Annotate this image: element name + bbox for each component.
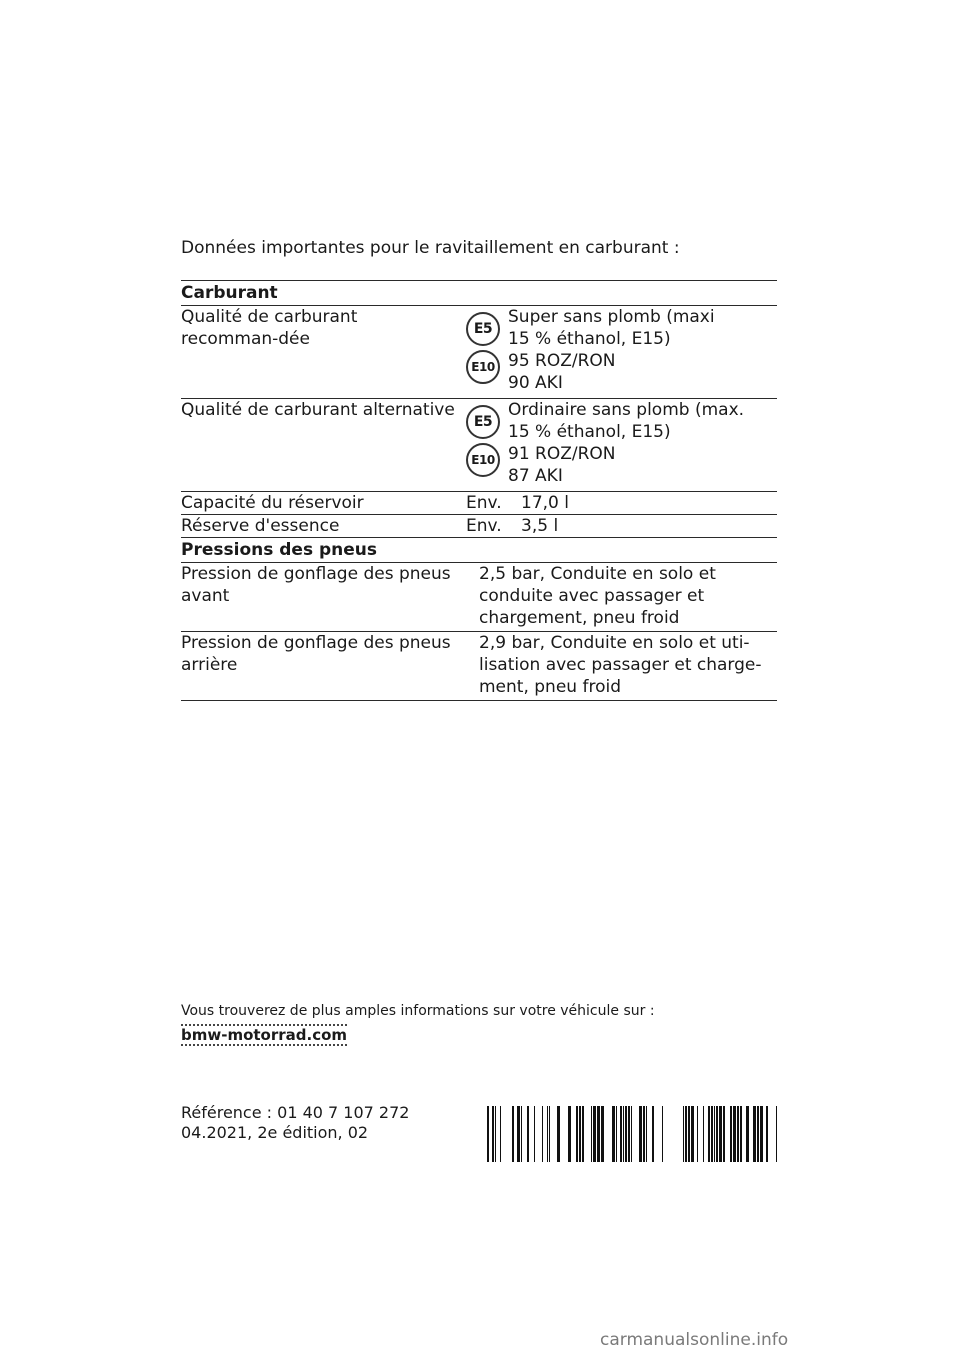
barcode-bar xyxy=(631,1106,632,1162)
barcode-bar xyxy=(492,1106,494,1162)
barcode-bar xyxy=(521,1106,522,1162)
barcode-bar xyxy=(623,1106,624,1162)
row-value: 2,5 bar, Conduite en solo et conduite avec passager et chargement, pneu froid xyxy=(479,564,716,628)
barcode-bar xyxy=(620,1106,622,1162)
row-recommended-fuel xyxy=(181,306,777,394)
row-label: Qualité de carburant recomman-dée xyxy=(181,307,358,349)
row-tank-capacity xyxy=(181,492,777,514)
barcode-bar xyxy=(542,1106,543,1162)
barcode-bar xyxy=(591,1106,592,1162)
barcode-bar xyxy=(597,1106,600,1162)
barcode-bar xyxy=(512,1106,514,1162)
fuel-line: Super sans plomb (maxi xyxy=(508,307,715,327)
barcode-bar xyxy=(616,1106,617,1162)
row-alternative-fuel xyxy=(181,399,777,487)
barcode-bar xyxy=(746,1106,749,1162)
fuel-line: 90 AKI xyxy=(508,373,563,393)
row-label: Capacité du réservoir xyxy=(181,493,364,513)
barcode-bar xyxy=(711,1106,713,1162)
approx-prefix: Env. xyxy=(466,493,502,513)
barcode-bar xyxy=(683,1106,684,1162)
barcode-bar xyxy=(646,1106,647,1162)
row-value: 3,5 l xyxy=(521,516,559,536)
barcode-bar xyxy=(579,1106,581,1162)
row-value: 17,0 l xyxy=(521,493,569,513)
barcode-bar xyxy=(766,1106,768,1162)
row-label: Qualité de carburant alternative xyxy=(181,400,455,420)
row-label: Pression de gonflage des pneus arrière xyxy=(181,633,451,675)
row-front-pressure xyxy=(181,563,777,629)
barcode-bar xyxy=(697,1106,698,1162)
barcode-bar xyxy=(688,1106,690,1162)
barcode-bar xyxy=(639,1106,642,1162)
row-fuel-reserve xyxy=(181,515,777,537)
barcode-bar xyxy=(716,1106,718,1162)
row-rear-pressure xyxy=(181,632,777,698)
fuel-line: 15 % éthanol, E15) xyxy=(508,329,671,349)
barcode-bar xyxy=(760,1106,763,1162)
e5-icon: E5 xyxy=(466,405,500,439)
barcode-bar xyxy=(733,1106,736,1162)
barcode-bar xyxy=(714,1106,715,1162)
row-label: Pression de gonflage des pneus avant xyxy=(181,564,451,606)
section-tires: Pressions des pneus xyxy=(181,540,378,560)
barcode-bar xyxy=(737,1106,739,1162)
barcode-bar xyxy=(703,1106,704,1162)
reference-number: Référence : 01 40 7 107 272 xyxy=(181,1103,410,1122)
barcode-bar xyxy=(730,1106,732,1162)
fuel-line: 95 ROZ/RON xyxy=(508,351,616,371)
fuel-line: Ordinaire sans plomb (max. xyxy=(508,400,745,420)
barcode-icon xyxy=(487,1106,777,1162)
watermark-text: carmanualsonline.info xyxy=(600,1330,789,1350)
barcode-bar xyxy=(753,1106,756,1162)
reference-block xyxy=(181,1103,409,1143)
barcode-bar xyxy=(643,1106,645,1162)
approx-prefix: Env. xyxy=(466,516,502,536)
barcode-bar xyxy=(740,1106,742,1162)
fuel-line: 15 % éthanol, E15) xyxy=(508,422,671,442)
barcode-bar xyxy=(487,1106,489,1162)
barcode-bar xyxy=(757,1106,759,1162)
info-note: Vous trouverez de plus amples informations sur votre véhicule sur : xyxy=(181,1003,655,1019)
barcode-bar xyxy=(582,1106,584,1162)
barcode-bar xyxy=(776,1106,777,1162)
barcode-bar xyxy=(612,1106,615,1162)
barcode-bar xyxy=(568,1106,571,1162)
e10-icon: E10 xyxy=(466,350,500,384)
edition-info: 04.2021, 2e édition, 02 xyxy=(181,1123,369,1142)
barcode-bar xyxy=(708,1106,710,1162)
barcode-bar xyxy=(549,1106,550,1162)
barcode-bar xyxy=(534,1106,535,1162)
fuel-line: 87 AKI xyxy=(508,466,563,486)
barcode-bar xyxy=(628,1106,630,1162)
row-label: Réserve d'essence xyxy=(181,516,340,536)
e10-icon: E10 xyxy=(466,443,500,477)
section-fuel: Carburant xyxy=(181,283,278,303)
barcode-bar xyxy=(547,1106,548,1162)
barcode-bar xyxy=(500,1106,501,1162)
e5-icon: E5 xyxy=(466,312,500,346)
row-value: 2,9 bar, Conduite en solo et uti-lisation avec passager et charge-ment, pneu froid xyxy=(479,633,762,697)
barcode-bar xyxy=(517,1106,520,1162)
barcode-bar xyxy=(593,1106,596,1162)
barcode-bar xyxy=(625,1106,627,1162)
website-link[interactable]: bmw-motorrad.com xyxy=(181,1026,348,1044)
fuel-line: 91 ROZ/RON xyxy=(508,444,616,464)
barcode-bar xyxy=(691,1106,694,1162)
barcode-bar xyxy=(719,1106,722,1162)
barcode-bar xyxy=(723,1106,725,1162)
barcode-bar xyxy=(495,1106,496,1162)
barcode-bar xyxy=(662,1106,663,1162)
barcode-bar xyxy=(685,1106,687,1162)
intro-text: Données importantes pour le ravitaillement en carburant : xyxy=(181,238,680,258)
barcode-bar xyxy=(527,1106,529,1162)
specs-table xyxy=(181,280,777,701)
barcode-bar xyxy=(576,1106,578,1162)
barcode-bar xyxy=(652,1106,654,1162)
barcode-bar xyxy=(601,1106,604,1162)
barcode-bar xyxy=(557,1106,560,1162)
